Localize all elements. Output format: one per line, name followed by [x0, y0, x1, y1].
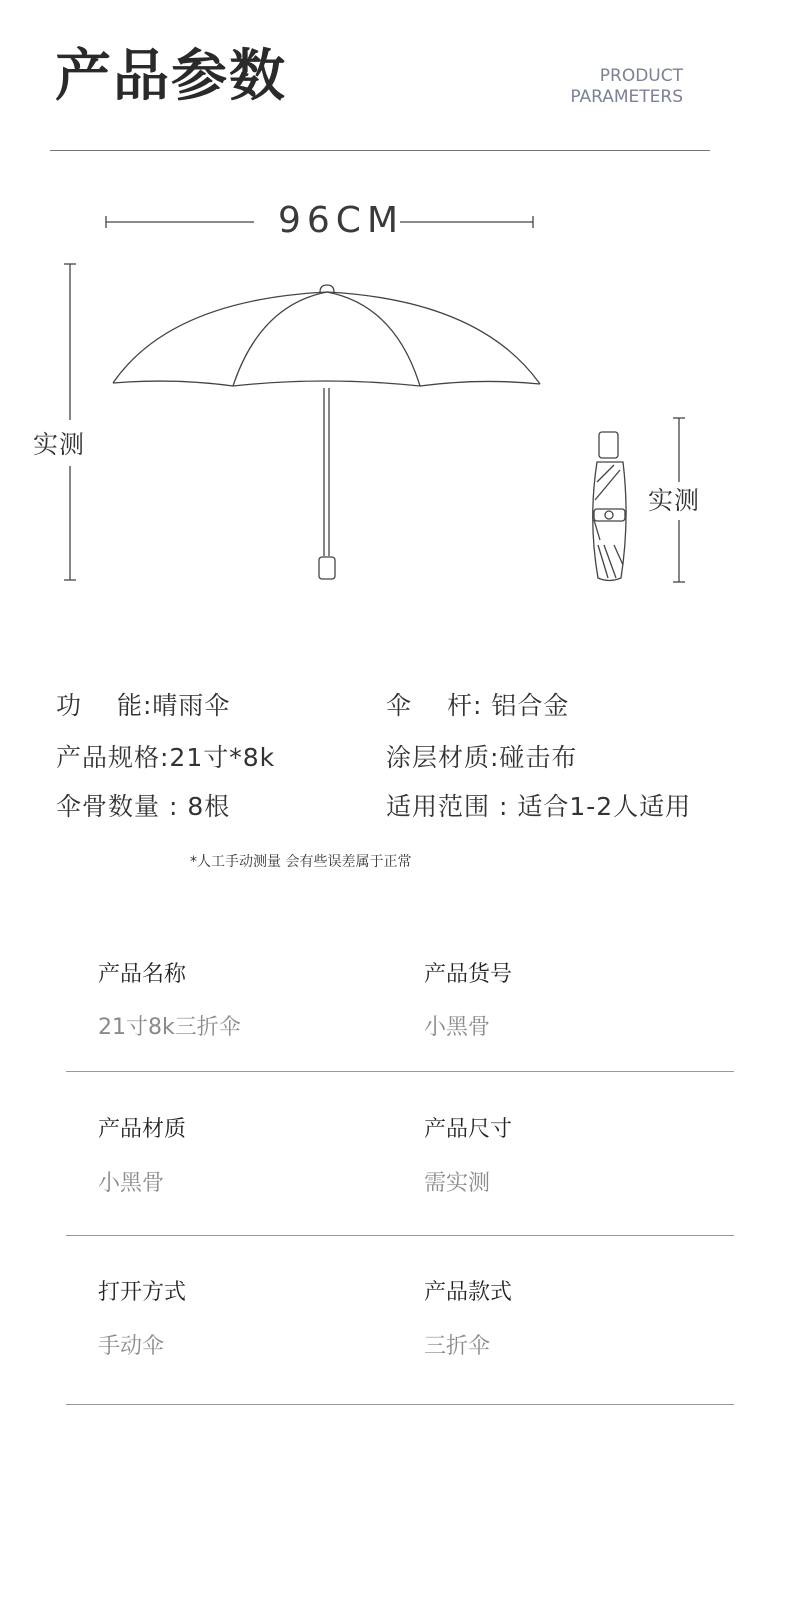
- open-height-label: 实测: [33, 430, 86, 459]
- row1-label-left: 产品名称: [98, 962, 187, 987]
- table-divider: [66, 1404, 734, 1405]
- row2-value-right: 需实测: [424, 1171, 491, 1196]
- subtitle-line-2: PARAMETERS: [570, 87, 683, 107]
- subtitle-line-1: PRODUCT: [599, 66, 683, 86]
- measurement-note: *人工手动测量 会有些误差属于正常: [190, 854, 412, 870]
- spec-size: 产品规格:21寸*8k: [56, 743, 276, 772]
- row3-label-left: 打开方式: [98, 1280, 187, 1305]
- row1-value-left: 21寸8k三折伞: [98, 1015, 241, 1040]
- open-height-dimension-line: [64, 264, 76, 580]
- row3-value-left: 手动伞: [98, 1334, 165, 1359]
- folded-height-label: 实测: [648, 486, 701, 515]
- row3-label-right: 产品款式: [424, 1280, 513, 1305]
- spec-function: 功 能:晴雨伞: [56, 691, 231, 720]
- row1-label-right: 产品货号: [424, 962, 513, 987]
- page-title: 产品参数: [55, 44, 287, 109]
- folded-umbrella-icon: [593, 432, 626, 581]
- umbrella-diagram: [0, 0, 790, 620]
- open-umbrella-icon: [113, 285, 540, 579]
- spec-shaft: 伞 杆: 铝合金: [386, 691, 570, 720]
- row2-label-right: 产品尺寸: [424, 1117, 513, 1142]
- row3-value-right: 三折伞: [424, 1334, 491, 1359]
- table-divider: [66, 1235, 734, 1236]
- spec-coating: 涂层材质:碰击布: [386, 743, 578, 772]
- table-divider: [66, 1071, 734, 1072]
- spec-ribs: 伞骨数量 : 8根: [56, 792, 231, 821]
- width-label: 96CM: [278, 200, 405, 241]
- row2-value-left: 小黑骨: [98, 1171, 165, 1196]
- spec-range: 适用范围 : 适合1-2人适用: [386, 792, 692, 821]
- row2-label-left: 产品材质: [98, 1117, 187, 1142]
- row1-value-right: 小黑骨: [424, 1015, 491, 1040]
